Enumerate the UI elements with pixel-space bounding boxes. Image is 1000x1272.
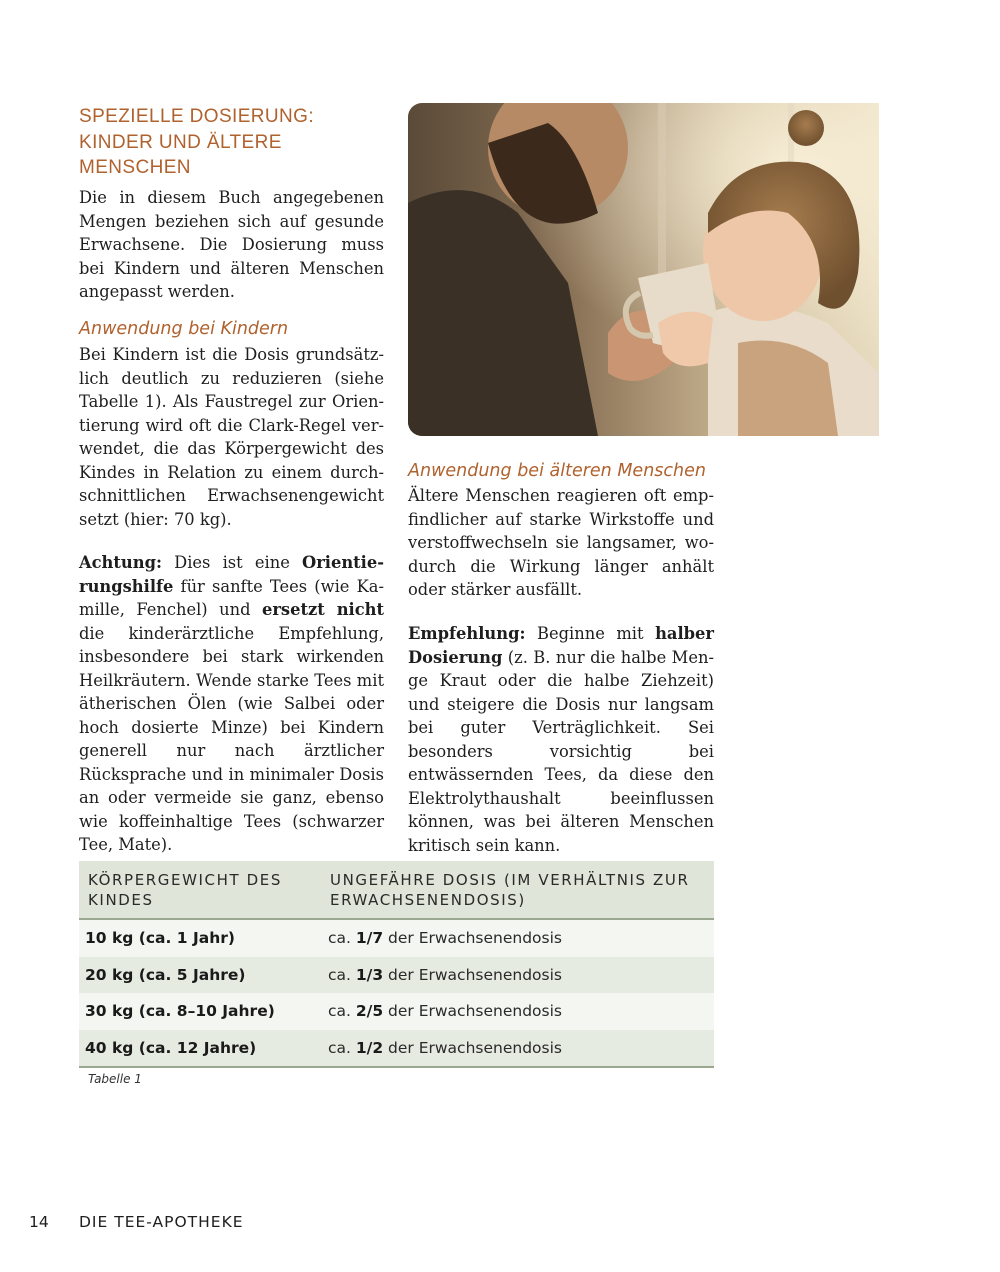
- subheading-kinder: Anwendung bei Kindern: [79, 319, 289, 339]
- dose-cell: [328, 929, 562, 947]
- photo-father-child-drinking-tea: [408, 103, 879, 436]
- dose-suffix: der Erwachsenendosis: [383, 965, 562, 984]
- recommendation-label: Empfehlung:: [408, 624, 526, 643]
- kinder-paragraph: Bei Kindern ist die Dosis grundsätzlich deutlich zu reduzieren (siehe Tabelle 1). Als Faustregel zur Orientierung wird oft die Clark-Regel verwendet, die das Körpergewicht des Kindes in Relation zu einem durchschnittlichen Erwachsenengewicht setzt (hier: 70 kg).: [79, 345, 384, 529]
- recommendation-text: Beginne mit: [525, 624, 656, 643]
- weight-cell: 20 kg (ca. 5 Jahre): [85, 965, 246, 984]
- heading-line: MENSCHEN: [79, 157, 191, 178]
- table-row: [79, 1030, 714, 1069]
- warning-label: Achtung:: [79, 553, 162, 572]
- dosage-table: [79, 861, 714, 1068]
- recommendation-text: (z. B. nur die halbe Menge Kraut oder die halbe Ziehzeit) und steigere die Dosis nur langsam bei guter Verträglichkeit. Sei besonders vorsichtig bei entwässernden Tees, da diese den Elektrolythaushalt beeinflussen können, was bei älteren Menschen kritisch sein kann.: [408, 647, 714, 855]
- dose-cell: [328, 1002, 562, 1020]
- warning-text: für sanfte Tees (wie Kamille, Fenchel) und: [79, 576, 384, 619]
- weight-cell: 10 kg (ca. 1 Jahr): [85, 929, 235, 948]
- warning-text: Dies ist eine: [161, 553, 303, 572]
- table-header: [79, 861, 714, 920]
- dose-fraction: 2/5: [355, 1002, 384, 1021]
- dose-fraction: 1/2: [355, 1038, 384, 1057]
- table-row: [79, 993, 714, 1030]
- warning-emphasis: Orientierungshilfe: [79, 553, 384, 596]
- subheading-aeltere: Anwendung bei älteren Menschen: [408, 461, 706, 481]
- table-row: [79, 920, 714, 957]
- table-row: [79, 957, 714, 994]
- dose-cell: [328, 1039, 562, 1057]
- dose-cell: [328, 966, 562, 984]
- column-header-dose: UNGEFÄHRE DOSIS (IM VERHÄLTNIS ZUR ERWACHSENENDOSIS): [330, 870, 690, 909]
- page-footer: [29, 1213, 244, 1231]
- weight-cell: 40 kg (ca. 12 Jahre): [85, 1038, 257, 1057]
- table-body: [79, 920, 714, 1068]
- page-number: 14: [29, 1213, 49, 1231]
- table-caption: Tabelle 1: [88, 1072, 142, 1086]
- book-title: DIE TEE-APOTHEKE: [79, 1213, 244, 1231]
- column-header-weight: KÖRPERGEWICHT DES KINDES: [88, 870, 282, 909]
- dose-fraction: 1/3: [355, 965, 384, 984]
- dose-suffix: der Erwachsenendosis: [383, 1038, 562, 1057]
- dose-prefix: ca.: [328, 1038, 356, 1057]
- dose-prefix: ca.: [328, 1002, 356, 1021]
- aeltere-paragraph: Ältere Menschen reagieren oft empfindlicher auf starke Wirkstoffe und verstoffwechseln sie langsamer, wodurch die Wirkung länger anhält oder stärker ausfällt.: [408, 486, 714, 599]
- section-heading: [79, 104, 379, 181]
- recommendation-paragraph: [408, 622, 714, 857]
- warning-text: die kinderärztliche Empfehlung, insbesondere bei stark wirkenden Heilkräutern. Wende starke Tees mit ätherischen Ölen (wie Salbei oder hoch dosierte Minze) bei Kindern generell nur nach ärztlicher Rücksprache und in minimaler Dosis an oder vermeide sie ganz, ebenso wie koffeinhaltige Tees (schwarzer Tee, Mate).: [79, 623, 384, 854]
- dose-fraction: 1/7: [355, 929, 384, 948]
- dose-prefix: ca.: [328, 929, 356, 948]
- recommendation-emphasis: halber Dosierung: [408, 624, 714, 667]
- dose-suffix: der Erwachsenendosis: [383, 929, 562, 948]
- weight-cell: 30 kg (ca. 8–10 Jahre): [85, 1002, 275, 1021]
- heading-line: SPEZIELLE DOSIERUNG:: [79, 106, 315, 127]
- intro-paragraph: Die in diesem Buch angegebenen Mengen beziehen sich auf gesunde Erwachsene. Die Dosierung muss bei Kindern und älteren Menschen angepasst werden.: [79, 188, 384, 301]
- dose-suffix: der Erwachsenendosis: [383, 1002, 562, 1021]
- warning-emphasis: ersetzt nicht: [261, 600, 384, 619]
- dose-prefix: ca.: [328, 965, 356, 984]
- warning-paragraph: [79, 551, 384, 857]
- heading-line: KINDER UND ÄLTERE: [79, 131, 282, 153]
- photo-illustration: [408, 103, 879, 436]
